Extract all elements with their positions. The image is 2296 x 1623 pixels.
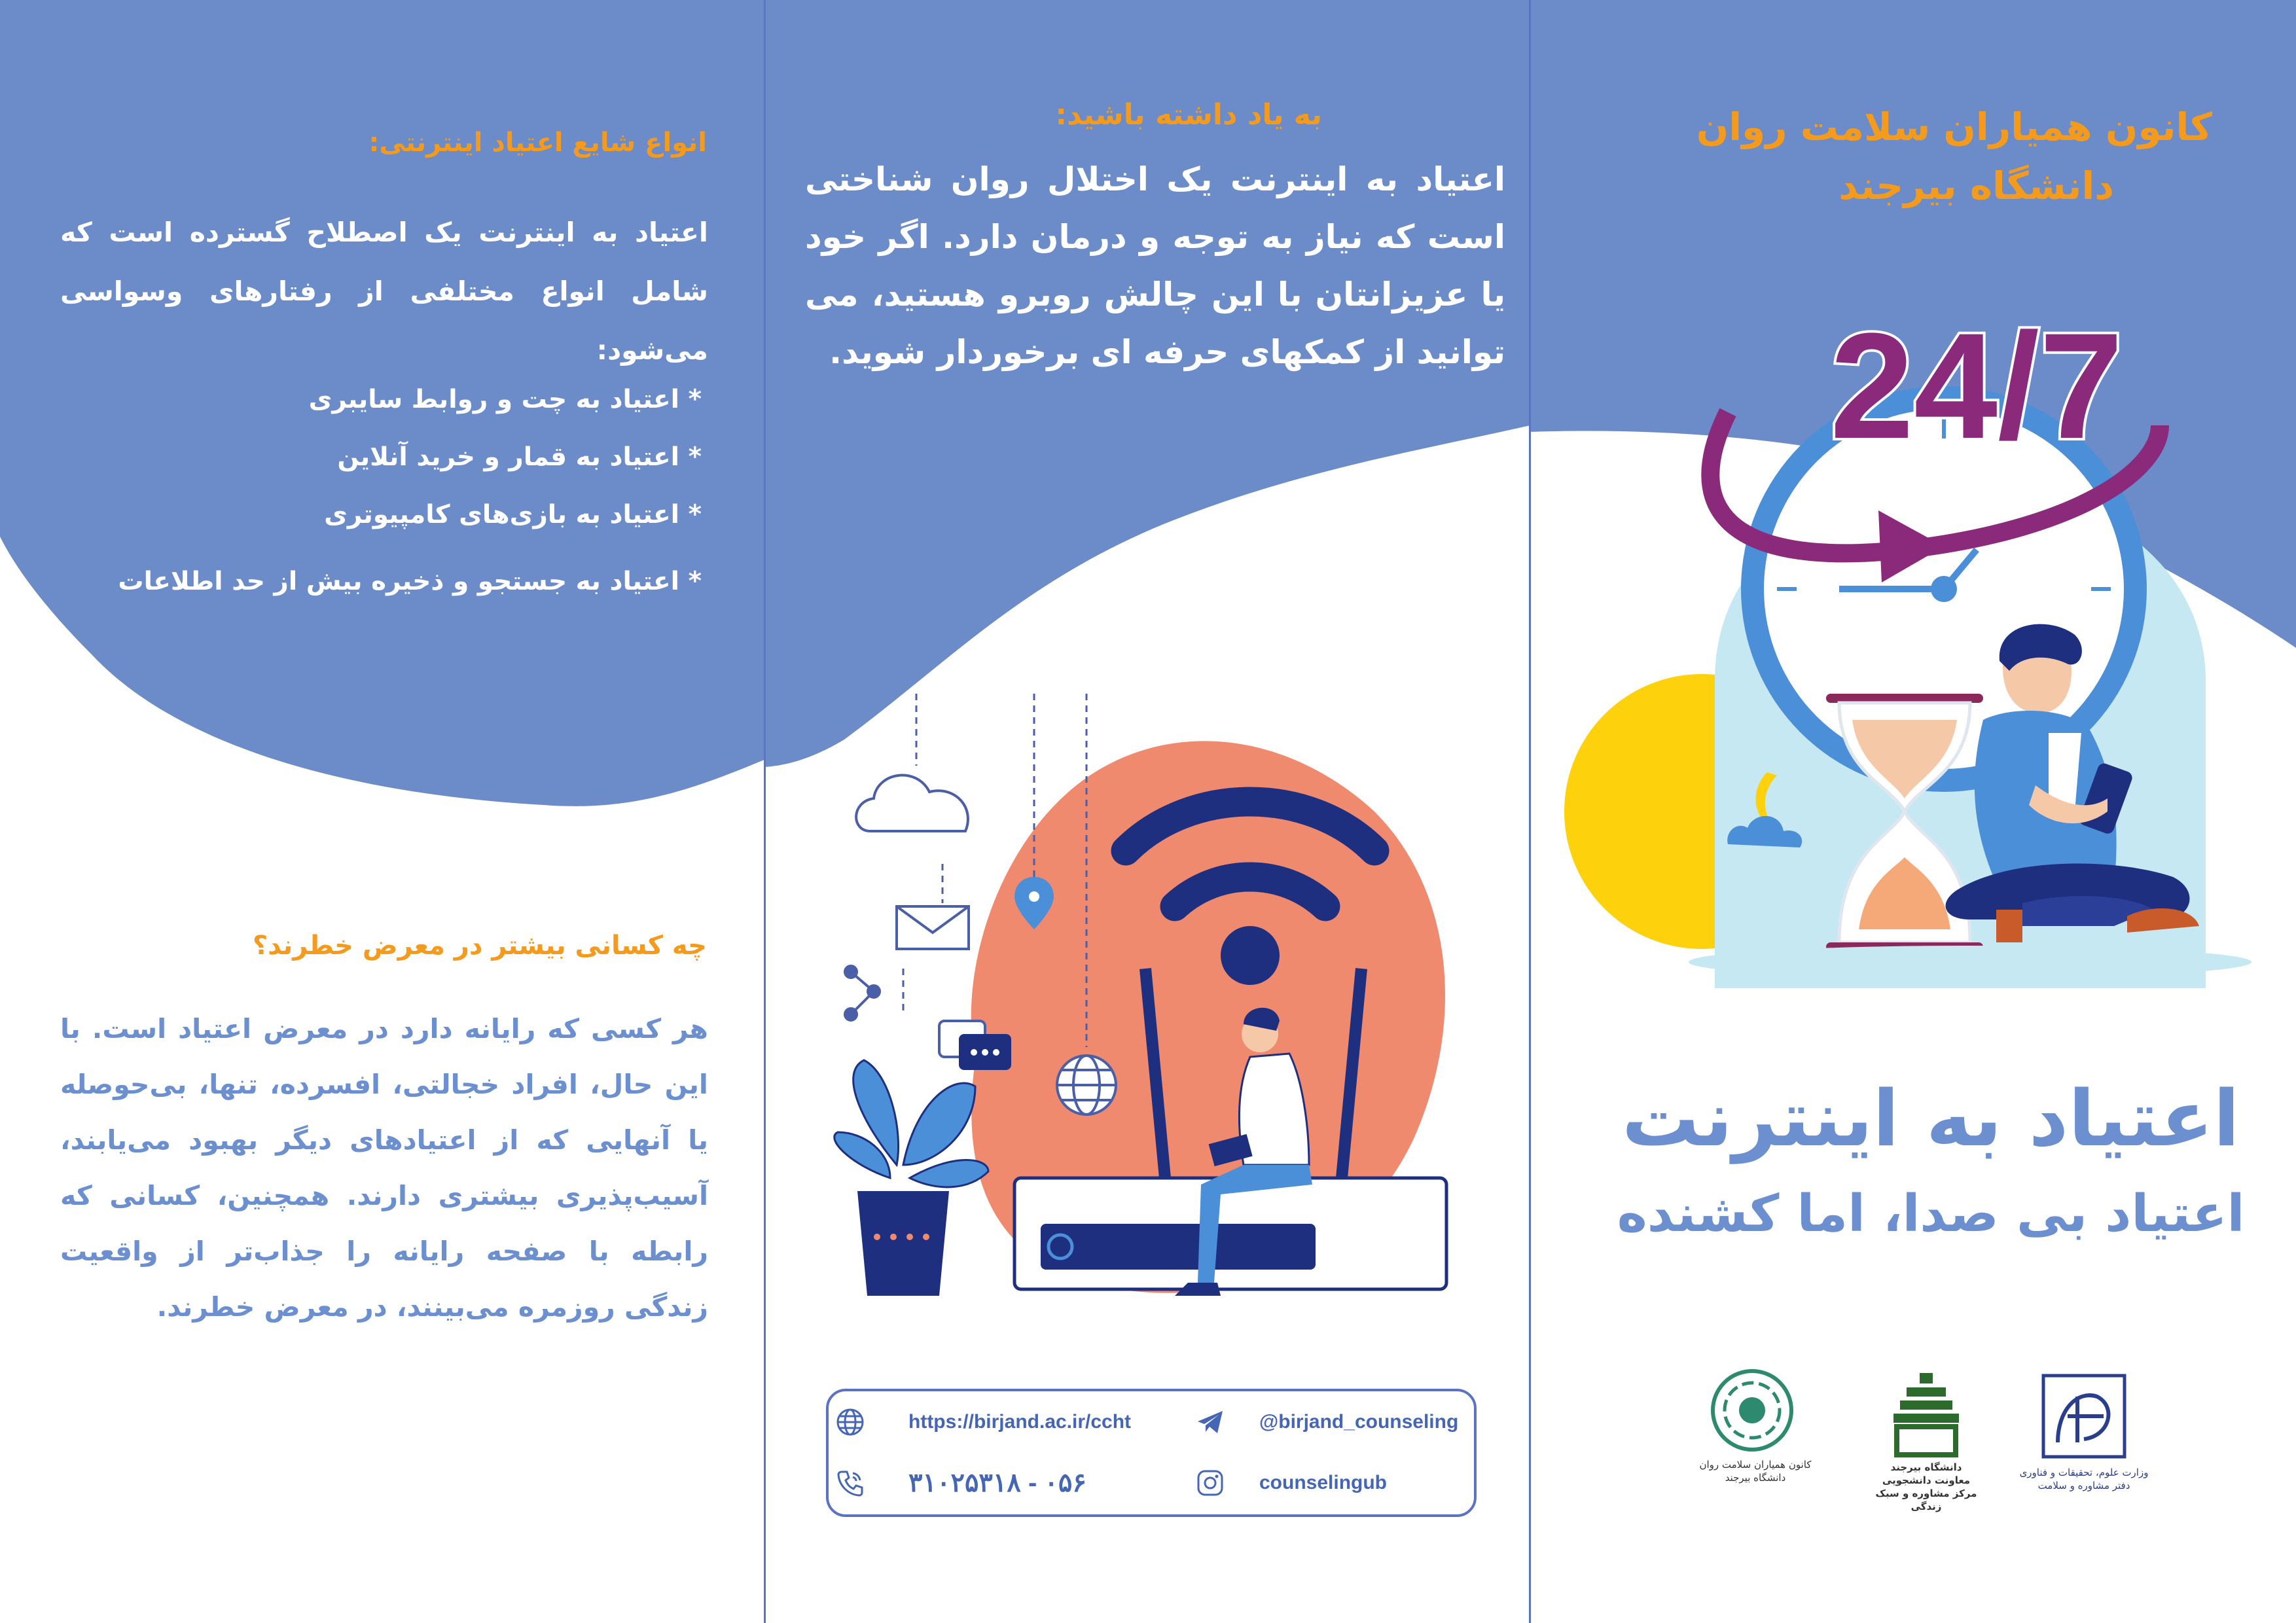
- envelope-icon: [897, 906, 969, 949]
- logo2-caption-line: معاونت دانشجویی: [1882, 1474, 1971, 1486]
- availability-badge: 24/7: [1830, 302, 2123, 470]
- logo2-caption: [1861, 1461, 1992, 1513]
- ministry-counseling-logo: [2038, 1370, 2130, 1462]
- list-item: * اعتیاد به جستجو و ذخیره بیش از حد اطلاعات: [118, 567, 702, 596]
- types-heading: انواع شایع اعتیاد اینترنتی:: [368, 128, 707, 158]
- instagram-link[interactable]: [1195, 1470, 1387, 1496]
- telegram-link[interactable]: [1195, 1409, 1458, 1435]
- logo1-caption: [1696, 1458, 1814, 1484]
- org-name-line2: دانشگاه بیرجند: [1839, 164, 2114, 208]
- telegram-icon: [1195, 1407, 1225, 1437]
- list-item: * اعتیاد به چت و روابط سایبری: [308, 385, 702, 414]
- mental-health-peer-logo: [1710, 1368, 1795, 1453]
- logo1-caption-line: دانشگاه بیرجند: [1725, 1472, 1786, 1484]
- birjand-university-logo: [1890, 1373, 1962, 1458]
- list-item: * اعتیاد به قمار و خرید آنلاین: [337, 442, 702, 472]
- plant-icon: [834, 1060, 988, 1296]
- wifi-router-illustration: [825, 681, 1479, 1309]
- logo1-caption-line: کانون همیاران سلامت روان: [1699, 1459, 1812, 1471]
- logo2-caption-line: دانشگاه بیرجند: [1890, 1461, 1962, 1473]
- subtitle: اعتیاد بی صدا، اما کشنده: [1617, 1185, 2245, 1243]
- list-item: * اعتیاد به بازی‌های کامپیوتری: [324, 500, 702, 529]
- fold-line-right: [1529, 0, 1531, 1623]
- phone-text: ۰۵۶ - ۳۱۰۲۵۳۱۸: [908, 1469, 1086, 1497]
- phone-number[interactable]: [835, 1470, 1086, 1496]
- types-intro: اعتیاد به اینترنت یک اصطلاح گسترده است که شامل انواع مختلفی از رفتارهای وسواسی می‌شود:: [60, 217, 708, 366]
- telegram-handle: @birjand_counseling: [1259, 1411, 1459, 1433]
- globe-icon: [835, 1407, 865, 1437]
- types-list: [60, 380, 702, 628]
- logo3-caption-line: وزارت علوم، تحقیقات و فناوری: [2019, 1467, 2149, 1478]
- logo3-caption: [2018, 1466, 2149, 1492]
- main-title: اعتیاد به اینترنت: [1622, 1073, 2240, 1164]
- org-name-line1: کانون همیاران سلامت روان: [1696, 105, 2212, 149]
- remember-body: اعتیاد به اینترنت یک اختلال روان شناختی است که نیاز به توجه و درمان دارد. اگر خود یا عزیزانتان با این چالش روبرو هستید، می توانید از کمکهای حرفه ای برخوردار شوید.: [805, 160, 1505, 371]
- share-icon: [845, 966, 880, 1020]
- website-url: https://birjand.ac.ir/ccht: [908, 1411, 1132, 1433]
- risk-body: هر کسی که رایانه دارد در معرض اعتیاد است. با این حال، افراد خجالتی، افسرده، تنها، بی‌حوصله یا آنهایی که از اعتیادهای دیگر بهبود می‌یابند، آسیب‌پذیری بیشتری دارند. همچنین، کسانی که رابطه با صفحه رایانه را جذاب‌تر از واقعیت زندگی روزمره می‌بینند، در معرض خطرند.: [60, 1013, 708, 1323]
- risk-heading: چه کسانی بیشتر در معرض خطرند؟: [252, 931, 707, 961]
- remember-heading: به یاد داشته باشید:: [1055, 98, 1322, 132]
- globe-icon: [1057, 1056, 1116, 1115]
- phone-icon: [835, 1468, 865, 1498]
- instagram-handle: counselingub: [1259, 1472, 1387, 1493]
- logo2-caption-line: مرکز مشاوره و سبک زندگی: [1875, 1488, 1977, 1512]
- cloud-icon: [856, 776, 968, 831]
- instagram-icon: [1195, 1468, 1225, 1498]
- fold-line-left: [764, 0, 766, 1623]
- logo3-caption-line: دفتر مشاوره و سلامت: [2037, 1480, 2130, 1491]
- website-link[interactable]: [835, 1409, 1131, 1435]
